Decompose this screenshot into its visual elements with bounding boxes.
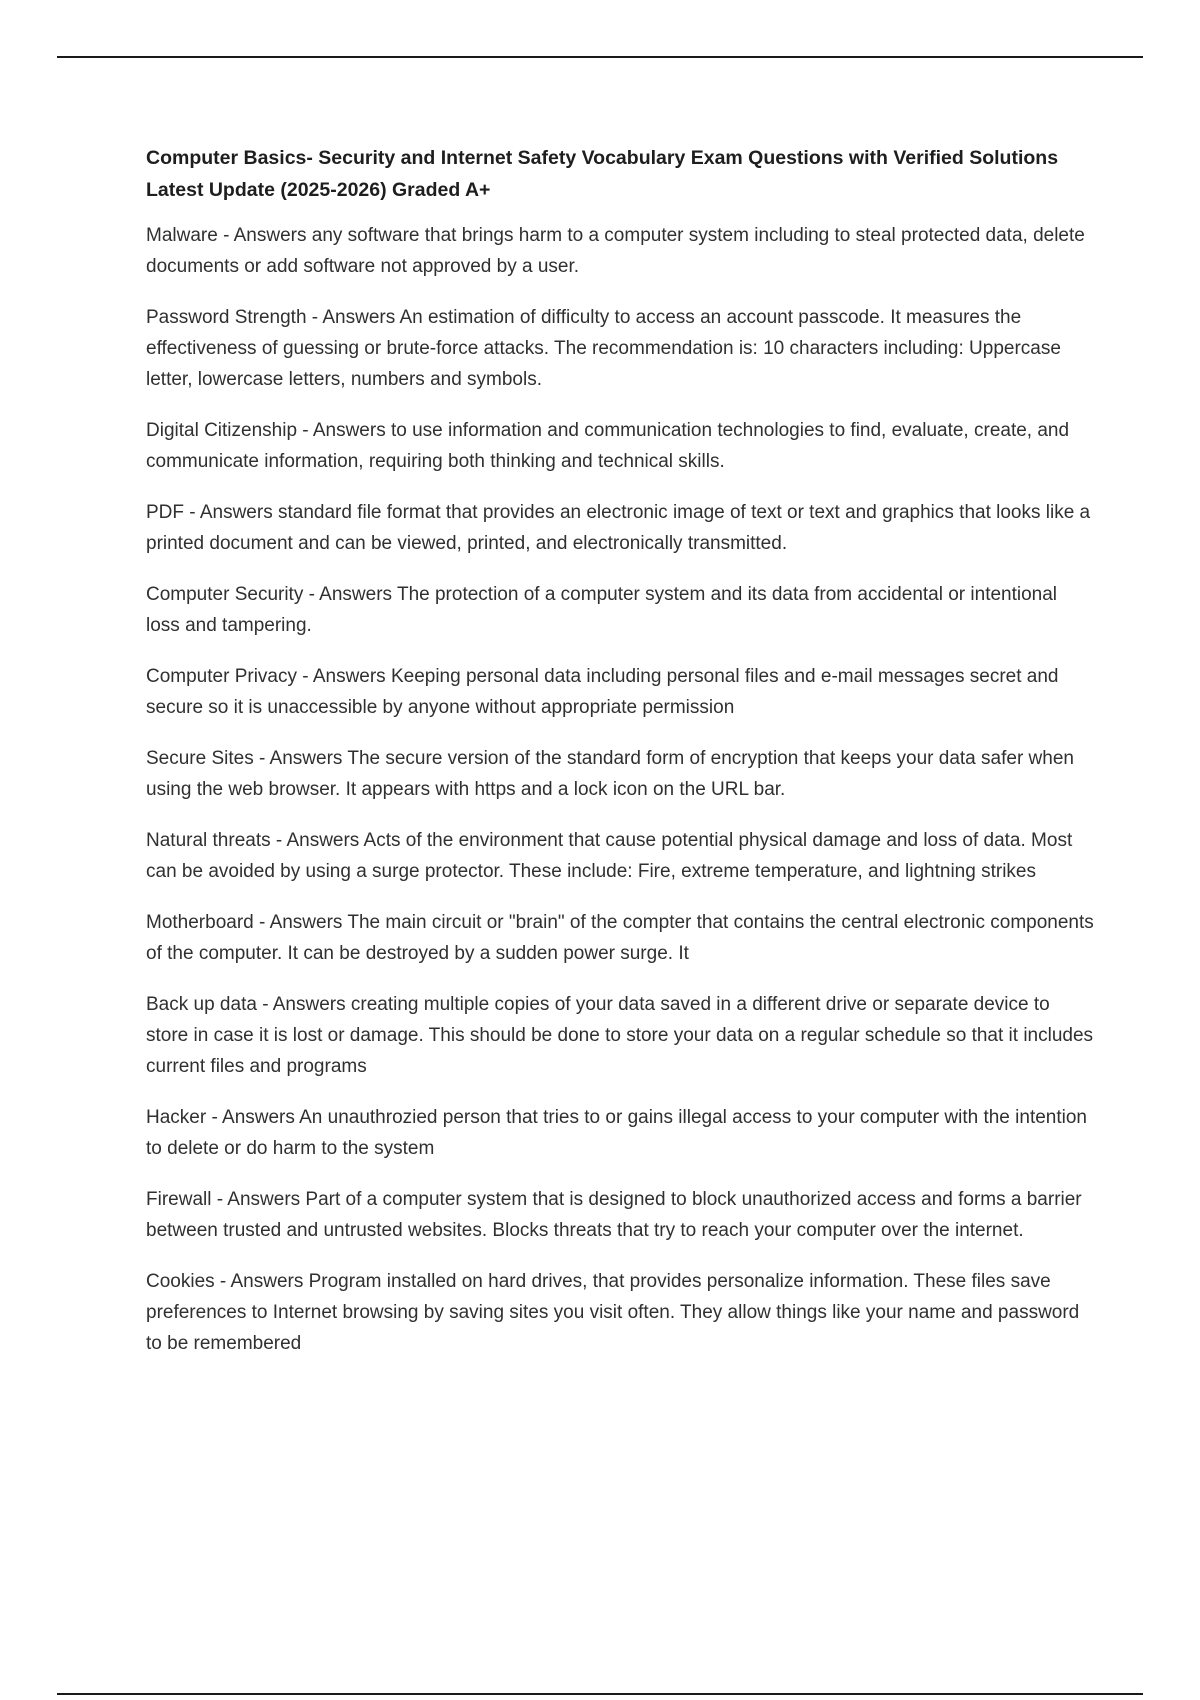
header-rule	[57, 56, 1143, 58]
vocabulary-entry-cookies: Cookies - Answers Program installed on hard drives, that provides personalize information. These files save preferences to Internet browsing by saving sites you visit often. They allow things like your name and password to be remembered	[146, 1271, 1080, 1354]
vocabulary-entry-hacker: Hacker - Answers An unauthrozied person that tries to or gains illegal access to your computer with the intention to delete or do harm to the system	[146, 1107, 1087, 1159]
vocabulary-entry-digital-citizenship: Digital Citizenship - Answers to use information and communication technologies to find, evaluate, create, and communicate information, requiring both thinking and technical skills.	[146, 420, 1070, 472]
vocabulary-entry-natural-threats: Natural threats - Answers Acts of the environment that cause potential physical damage and loss of data. Most can be avoided by using a surge protector. These include: Fire, extreme temperature, and lightning strikes	[146, 830, 1073, 882]
vocabulary-entry-secure-sites: Secure Sites - Answers The secure version of the standard form of encryption that keeps your data safer when using the web browser. It appears with https and a lock icon on the URL bar.	[146, 748, 1074, 800]
vocabulary-list	[146, 220, 1096, 1359]
vocabulary-entry-back-up-data: Back up data - Answers creating multiple copies of your data saved in a different drive or separate device to store in case it is lost or damage. This should be done to store your data on a regular schedule so that it includes current files and programs	[146, 994, 1094, 1077]
vocabulary-entry-firewall: Firewall - Answers Part of a computer system that is designed to block unauthorized access and forms a barrier between trusted and untrusted websites. Blocks threats that try to reach your computer over the internet.	[146, 1189, 1082, 1241]
vocabulary-entry-motherboard: Motherboard - Answers The main circuit or "brain" of the compter that contains the central electronic components of the computer. It can be destroyed by a sudden power surge. It	[146, 912, 1094, 964]
footer-rule	[57, 1693, 1143, 1695]
document-title: Computer Basics- Security and Internet Safety Vocabulary Exam Questions with Verified Solutions Latest Update (2025-2026) Graded A+	[146, 147, 1059, 201]
vocabulary-entry-computer-privacy: Computer Privacy - Answers Keeping personal data including personal files and e-mail messages secret and secure so it is unaccessible by anyone without appropriate permission	[146, 666, 1059, 718]
vocabulary-entry-pdf: PDF - Answers standard file format that provides an electronic image of text or text and graphics that looks like a printed document and can be viewed, printed, and electronically transmitted.	[146, 502, 1091, 554]
document-body	[146, 142, 1096, 1379]
vocabulary-entry-password-strength: Password Strength - Answers An estimation of difficulty to access an account passcode. It measures the effectiveness of guessing or brute-force attacks. The recommendation is: 10 characters including: Uppercase letter, lowercase letters, numbers and symbols.	[146, 307, 1061, 390]
vocabulary-entry-computer-security: Computer Security - Answers The protection of a computer system and its data from accidental or intentional loss and tampering.	[146, 584, 1058, 636]
vocabulary-entry-malware: Malware - Answers any software that brings harm to a computer system including to steal protected data, delete documents or add software not approved by a user.	[146, 225, 1085, 277]
